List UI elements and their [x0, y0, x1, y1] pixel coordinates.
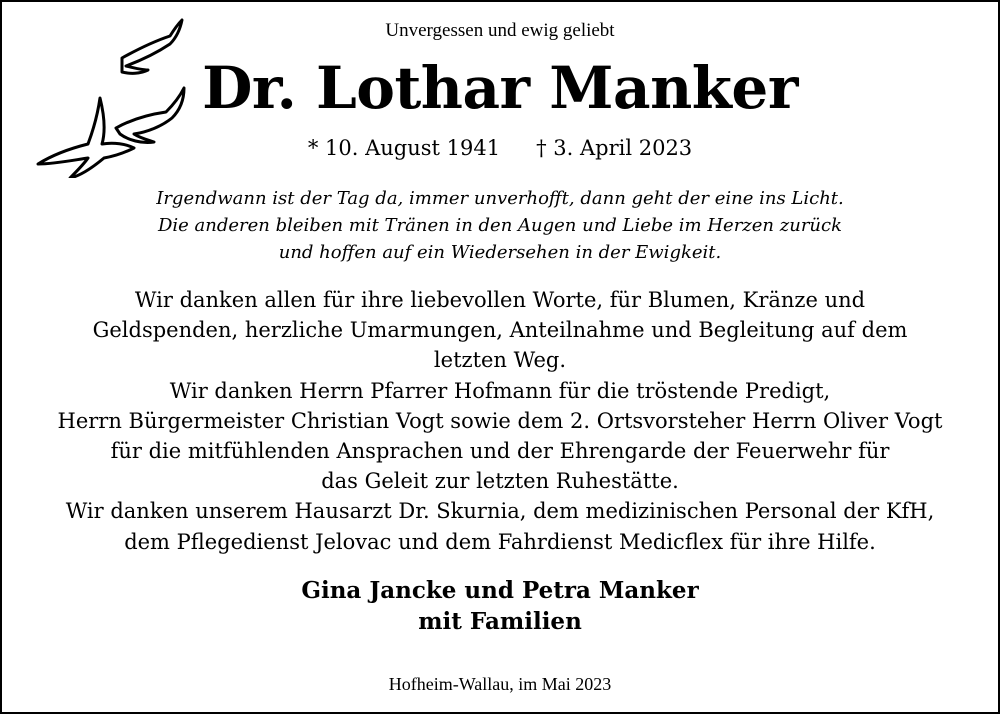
notice-subtitle: Unvergessen und ewig geliebt — [385, 20, 615, 41]
signature-family: mit Familien — [418, 608, 582, 635]
thanks-line: Herrn Bürgermeister Christian Vogt sowie dem 2. Ortsvorsteher Herrn Oliver Vogt — [57, 408, 943, 433]
poem — [0, 185, 1000, 266]
thanks-line: Wir danken Herrn Pfarrer Hofmann für die tröstende Predigt, — [169, 378, 831, 403]
poem-line: Die anderen bleiben mit Tränen in den Augen und Liebe im Herzen zurück — [157, 215, 843, 236]
life-dates — [0, 136, 1000, 160]
poem-line: und hoffen auf ein Wiedersehen in der Ewigkeit. — [278, 242, 722, 263]
birth-date: * 10. August 1941 — [307, 136, 501, 160]
thanks-text — [0, 285, 1000, 557]
thanks-line: Geldspenden, herzliche Umarmungen, Anteilnahme und Begleitung auf dem — [92, 318, 908, 343]
thanks-line: dem Pflegedienst Jelovac und dem Fahrdienst Medicflex für ihre Hilfe. — [124, 529, 876, 554]
poem-line: Irgendwann ist der Tag da, immer unverhofft, dann geht der eine ins Licht. — [156, 188, 844, 209]
signature-names: Gina Jancke und Petra Manker — [301, 577, 699, 604]
signature — [0, 575, 1000, 637]
thanks-line: letzten Weg. — [433, 348, 567, 373]
thanks-line: Wir danken allen für ihre liebevollen Worte, für Blumen, Kränze und — [134, 288, 866, 312]
place-date: Hofheim-Wallau, im Mai 2023 — [388, 674, 612, 694]
thanks-line: für die mitfühlenden Ansprachen und der Ehrengarde der Feuerwehr für — [110, 439, 890, 464]
thanks-line: das Geleit zur letzten Ruhestätte. — [321, 469, 679, 494]
deceased-name: Dr. Lothar Manker — [202, 54, 798, 122]
thanks-line: Wir danken unserem Hausarzt Dr. Skurnia, dem medizinischen Personal der KfH, — [65, 499, 935, 524]
death-date: † 3. April 2023 — [536, 136, 693, 160]
